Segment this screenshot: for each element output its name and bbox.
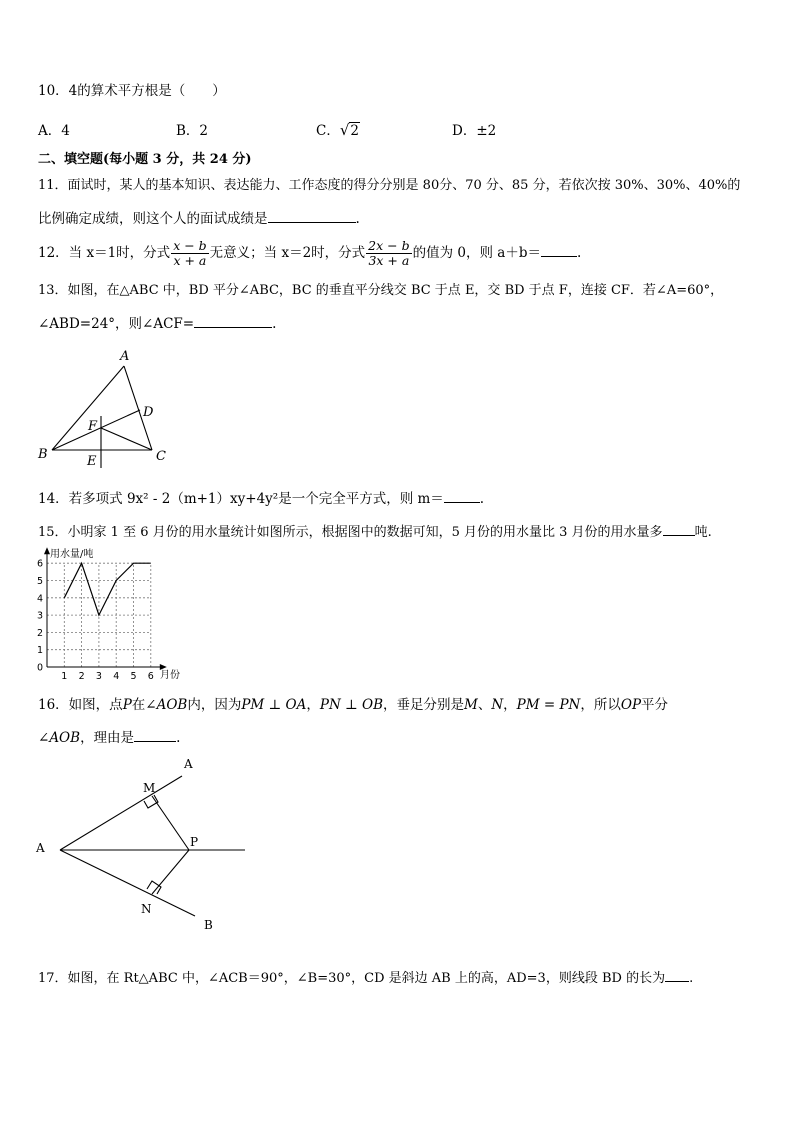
segment-cf bbox=[101, 428, 152, 450]
q13-line2 bbox=[38, 313, 276, 333]
x-tick-label: 4 bbox=[113, 671, 120, 682]
q15-line bbox=[38, 521, 712, 542]
chart-axes bbox=[44, 547, 167, 670]
chart-tick-labels bbox=[37, 559, 154, 682]
q12-answer-blank[interactable] bbox=[541, 242, 577, 257]
side-ab bbox=[52, 366, 124, 450]
q13-line2-text: ∠ABD=24°，则∠ACF= bbox=[38, 316, 195, 332]
q16-l1d: ，垂足分别是 bbox=[383, 697, 465, 713]
y-tick-label: 3 bbox=[37, 610, 44, 622]
q12-end: . bbox=[576, 245, 582, 261]
q16-l1e: ，所以 bbox=[580, 697, 621, 713]
q10-option-c-radicand: 2 bbox=[350, 123, 359, 139]
side-ac bbox=[124, 366, 152, 450]
q16-l2a: ∠ bbox=[38, 730, 50, 746]
q13-line2-end: . bbox=[272, 316, 277, 332]
bisector-bd bbox=[52, 410, 140, 450]
y-tick-label: 5 bbox=[37, 576, 44, 587]
q16-l1c: 内，因为 bbox=[187, 697, 242, 713]
q10-option-d: D．±2 bbox=[452, 123, 497, 139]
q16-cond1: PM ⊥ OA bbox=[241, 697, 307, 713]
q16-label-a-left: A bbox=[36, 841, 45, 855]
q16-line1 bbox=[38, 696, 668, 714]
chart-y-axis-label: 用水量/吨 bbox=[50, 549, 94, 560]
q16-label-b: B bbox=[204, 918, 213, 932]
x-tick-label: 6 bbox=[147, 671, 154, 682]
q12-part1: 12．当 x＝1时，分式 bbox=[38, 245, 171, 261]
segment-pn bbox=[152, 850, 189, 894]
q13-label-c: C bbox=[156, 449, 166, 464]
chart-grid bbox=[47, 563, 151, 667]
q16-answer-blank[interactable] bbox=[134, 727, 176, 742]
right-angle-mark-m bbox=[144, 795, 158, 808]
q16-cond3: PM = PN bbox=[516, 697, 581, 713]
x-tick-label: 3 bbox=[95, 671, 102, 682]
q11-answer-blank[interactable] bbox=[268, 208, 356, 223]
q12-frac1-den: x + a bbox=[173, 253, 207, 268]
q13-answer-blank[interactable] bbox=[194, 313, 272, 328]
q13-label-b: B bbox=[38, 447, 48, 462]
y-axis-arrow bbox=[44, 547, 50, 554]
q16-label-n: N bbox=[141, 902, 152, 916]
q16-l2-end: . bbox=[176, 730, 181, 746]
q12-part3: 的值为 0，则 a＋b＝ bbox=[412, 245, 541, 261]
q16-angle-aob: AOB bbox=[156, 697, 188, 713]
q13-line1: 13．如图，在△ABC 中，BD 平分∠ABC，BC 的垂直平分线交 BC 于点 E，交 BD 于点 F，连接 CF．若∠A=60°， bbox=[38, 283, 724, 298]
q11-line2 bbox=[38, 208, 360, 228]
q16-point-p: P bbox=[122, 697, 132, 713]
q12-frac2-den: 3x + a bbox=[368, 253, 410, 268]
q14-end: . bbox=[479, 491, 485, 507]
q13-label-d: D bbox=[143, 405, 154, 420]
q16-label-a-top: A bbox=[184, 757, 193, 771]
q10-option-a: A．4 bbox=[38, 123, 70, 139]
q16-comma2: ， bbox=[503, 697, 517, 713]
q16-op: OP bbox=[620, 697, 642, 713]
sqrt-symbol: √ bbox=[339, 121, 350, 139]
q12-frac1-num: x − b bbox=[173, 238, 207, 253]
y-tick-label: 2 bbox=[37, 627, 44, 639]
q13-label-f: F bbox=[88, 419, 98, 434]
chart-x-axis-label: 月份 bbox=[160, 670, 180, 681]
q17-answer-blank[interactable] bbox=[665, 967, 689, 982]
q17-text: 17．如图，在 Rt△ABC 中，∠ACB＝90°，∠B=30°，CD 是斜边 AB 上的高，AD=3，则线段 BD 的长为 bbox=[38, 971, 666, 986]
q10-option-b: B．2 bbox=[176, 123, 209, 139]
q13-label-e: E bbox=[87, 454, 97, 469]
chart-series-line bbox=[64, 563, 151, 615]
q17-line bbox=[38, 967, 693, 988]
q10-option-c bbox=[316, 119, 360, 139]
q14-answer-blank[interactable] bbox=[444, 488, 480, 503]
q13-label-a: A bbox=[120, 349, 130, 364]
segment-pm bbox=[152, 796, 189, 850]
q12-line bbox=[38, 236, 581, 270]
q16-l2b: ，理由是 bbox=[80, 730, 135, 746]
y-tick-label: 0 bbox=[37, 662, 44, 674]
x-tick-label: 1 bbox=[61, 671, 68, 682]
q15-text: 15．小明家 1 至 6 月份的用水量统计如图所示，根据图中的数据可知，5 月份的用水量比 3 月份的用水量多 bbox=[38, 525, 663, 540]
q14-line bbox=[38, 488, 484, 508]
q11-line2-end: . bbox=[355, 211, 360, 227]
q16-comma1: ， bbox=[306, 697, 320, 713]
q12-fraction-1 bbox=[171, 239, 208, 268]
q15-end: 吨. bbox=[694, 525, 712, 540]
x-axis-arrow bbox=[160, 664, 167, 670]
x-tick-label: 5 bbox=[130, 671, 137, 682]
q15-answer-blank[interactable] bbox=[663, 521, 695, 536]
q12-frac2-num: 2x − b bbox=[368, 238, 410, 253]
q16-foot-m: M bbox=[464, 697, 478, 713]
q16-l1a: 16．如图，点 bbox=[38, 697, 123, 713]
section-title: 二、填空题(每小题 3 分，共 24 分) bbox=[38, 152, 252, 167]
q17-end: . bbox=[689, 971, 694, 986]
right-angle-mark-n bbox=[147, 881, 161, 894]
q16-cond2: PN ⊥ OB bbox=[319, 697, 384, 713]
q12-part2: 无意义；当 x＝2时，分式 bbox=[209, 245, 366, 261]
y-tick-label: 4 bbox=[37, 593, 44, 605]
q16-foot-n: N bbox=[491, 697, 504, 713]
q16-l1f: 平分 bbox=[641, 697, 669, 713]
q10-option-c-label: C． bbox=[316, 123, 340, 139]
q14-text: 14．若多项式 9x² - 2（m+1）xy+4y²是一个完全平方式，则 m＝ bbox=[38, 491, 444, 507]
q12-fraction-2 bbox=[366, 239, 411, 268]
q16-l1b: 在∠ bbox=[131, 697, 157, 713]
q16-label-p: P bbox=[190, 835, 199, 849]
q11-line1: 11．面试时，某人的基本知识、表达能力、工作态度的得分分别是 80分、70 分、85 分，若依次按 30%、30%、40%的 bbox=[38, 178, 741, 193]
q16-sep: 、 bbox=[477, 697, 492, 713]
q11-line2-text: 比例确定成绩，则这个人的面试成绩是 bbox=[38, 211, 268, 227]
ray-oa bbox=[60, 776, 182, 850]
x-tick-label: 2 bbox=[78, 671, 85, 682]
q16-angle-aob-2: AOB bbox=[49, 730, 81, 746]
q16-label-m: M bbox=[143, 781, 156, 795]
ray-ob bbox=[60, 850, 195, 916]
y-tick-label: 6 bbox=[37, 558, 44, 570]
q10-stem: 10．4的算术平方根是（ ） bbox=[38, 83, 226, 99]
q16-line2 bbox=[38, 727, 180, 747]
y-tick-label: 1 bbox=[37, 645, 44, 657]
